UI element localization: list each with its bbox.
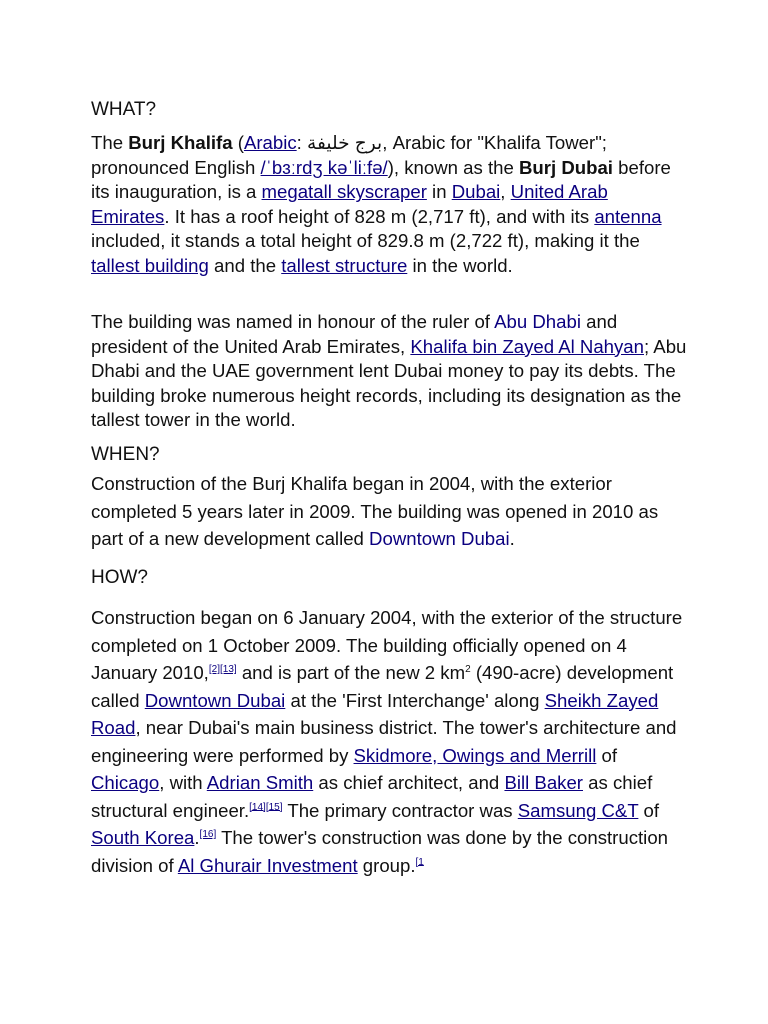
- text: , Arabic for "Khalifa Tower"; pronounced English: [91, 132, 607, 178]
- text: included, it stands a total height of 829.8 m (2,722 ft), making it the: [91, 230, 640, 252]
- text: of: [638, 799, 660, 821]
- text: ), known as the: [387, 156, 519, 178]
- citation-group: [209, 664, 237, 675]
- link-tallest-building[interactable]: tallest building: [91, 254, 209, 276]
- heading-how: HOW?: [91, 567, 148, 588]
- text: at the 'First Interchange' along: [285, 689, 545, 711]
- link-downtown-dubai[interactable]: Downtown Dubai: [369, 528, 510, 549]
- link-south-korea[interactable]: South Korea: [91, 827, 195, 848]
- heading-what: WHAT?: [91, 99, 157, 120]
- text: .: [194, 827, 200, 848]
- text: and president of the United Arab Emirates,: [91, 311, 618, 357]
- text: , with: [159, 772, 207, 793]
- link-dubai[interactable]: Dubai: [451, 181, 501, 203]
- heading-when: WHEN?: [91, 444, 160, 465]
- text: :: [296, 132, 307, 153]
- superscript-squared: 2: [465, 663, 471, 675]
- text: The tower's construction was done by the construction division of: [91, 827, 668, 876]
- link-united-arab-emirates[interactable]: United Arab Emirates: [91, 181, 608, 227]
- citation-link[interactable]: [13]: [219, 663, 237, 675]
- bold-burj-dubai: Burj Dubai: [518, 156, 613, 178]
- text: The: [91, 132, 129, 153]
- link-samsung-ct[interactable]: Samsung C&T: [517, 799, 639, 821]
- text: .: [509, 528, 515, 549]
- text: ; Abu Dhabi and the UAE government lent Dubai money to pay its debts. The building broke numerous height records, including its designation as the tallest tower in the world.: [91, 335, 687, 431]
- text: in: [426, 181, 452, 203]
- arabic-script: برج خليفة: [307, 132, 383, 153]
- citation-link[interactable]: [16]: [199, 828, 217, 840]
- link-bill-baker[interactable]: Bill Baker: [504, 772, 583, 793]
- citation-group: [249, 801, 282, 812]
- link-al-ghurair-investment[interactable]: Al Ghurair Investment: [177, 854, 358, 876]
- paragraph-naming: [91, 310, 691, 433]
- text: in the world.: [407, 254, 513, 276]
- link-ipa-pronunciation[interactable]: /ˈbɜːrdʒ kəˈliːfə/: [260, 156, 388, 178]
- text: The building was named in honour of the ruler of: [91, 311, 495, 332]
- text: (: [232, 132, 244, 153]
- citation-link[interactable]: [15]: [265, 801, 283, 813]
- text: as chief structural engineer.: [91, 772, 653, 821]
- text: and the: [208, 254, 282, 276]
- link-antenna[interactable]: antenna: [594, 205, 662, 227]
- paragraph-when: [91, 470, 691, 553]
- link-sheikh-zayed-road[interactable]: Sheikh Zayed Road: [91, 689, 659, 738]
- text: of: [596, 744, 618, 766]
- citation-link[interactable]: [14]: [249, 801, 266, 813]
- citation-group: [200, 829, 217, 840]
- link-skidmore-owings-merrill[interactable]: Skidmore, Owings and Merrill: [353, 744, 597, 766]
- citation-link[interactable]: [2]: [208, 663, 220, 675]
- text: . It has a roof height of 828 m (2,717 ft), and with its: [164, 205, 595, 227]
- text: as chief architect, and: [313, 772, 505, 793]
- link-khalifa-bin-zayed[interactable]: Khalifa bin Zayed Al Nahyan: [410, 335, 644, 357]
- link-arabic[interactable]: Arabic: [243, 132, 297, 153]
- paragraph-intro: [91, 131, 691, 279]
- paragraph-how: [91, 604, 691, 879]
- link-adrian-smith[interactable]: Adrian Smith: [206, 772, 314, 793]
- text: (490-acre) development called: [91, 662, 674, 711]
- text: Construction of the Burj Khalifa began in 2004, with the exterior completed 5 years later in 2009. The building was opened in 2010 as part of a new development called: [91, 473, 659, 549]
- text: before its inauguration, is a: [91, 156, 671, 203]
- citation-group: [416, 856, 424, 867]
- text: Construction began on 6 January 2004, with the exterior of the structure completed on 1 October 2009. The building officially opened on 4 January 2010,: [91, 607, 683, 683]
- bold-burj-khalifa: Burj Khalifa: [128, 132, 233, 153]
- link-abu-dhabi[interactable]: Abu Dhabi: [494, 311, 581, 332]
- link-chicago[interactable]: Chicago: [91, 772, 160, 793]
- text: ,: [500, 181, 511, 203]
- text: group.: [357, 854, 416, 876]
- link-megatall-skyscraper[interactable]: megatall skyscraper: [261, 181, 427, 203]
- text: The primary contractor was: [282, 799, 518, 821]
- link-tallest-structure[interactable]: tallest structure: [281, 254, 408, 276]
- link-downtown-dubai[interactable]: Downtown Dubai: [144, 689, 286, 711]
- citation-link[interactable]: [1: [415, 856, 424, 868]
- text: and is part of the new 2 km: [236, 662, 466, 683]
- text: , near Dubai's main business district. The tower's architecture and engineering were performed by: [91, 717, 677, 766]
